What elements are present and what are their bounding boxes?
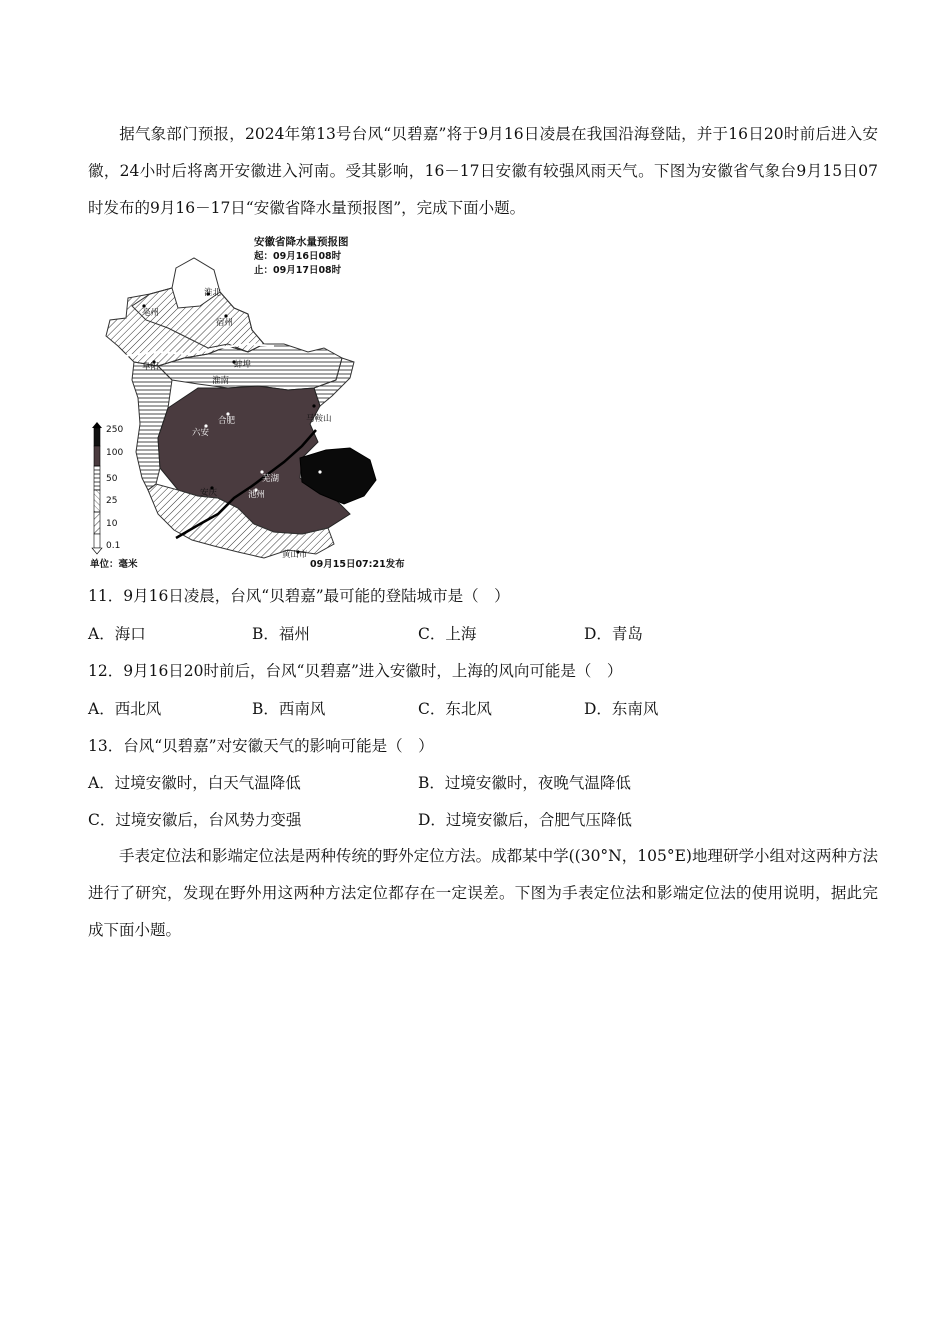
city-label-huangshan: 黄山市 [282, 550, 308, 560]
city-label-anqing: 安庆 [200, 488, 218, 498]
city-label-bengbu: 蚌埠 [234, 360, 252, 370]
city-label-hefei: 合肥 [218, 416, 236, 426]
city-label-fuyang: 阜阳 [142, 362, 160, 372]
question-13-option-b: B．过境安徽时，夜晚气温降低 [418, 774, 631, 792]
legend-swatch-25 [94, 490, 100, 512]
legend-label-10: 10 [106, 519, 118, 529]
map-end-time: 止：09月17日08时 [254, 265, 342, 276]
map-graphic [88, 228, 420, 572]
question-11-option-a: A．海口 [88, 625, 146, 643]
question-12-option-b: B．西南风 [252, 700, 326, 718]
map-title: 安徽省降水量预报图 [254, 236, 349, 248]
legend-label-25: 25 [106, 496, 118, 506]
question-11-stem: 11．9月16日凌晨，台风“贝碧嘉”最可能的登陆城市是（ ） [88, 587, 510, 605]
city-label-wuhu: 芜湖 [262, 474, 280, 484]
legend-swatch-250 [94, 428, 100, 446]
intro-text-typhoon: 据气象部门预报，2024年第13号台风“贝碧嘉”将于9月16日凌晨在我国沿海登陆，并于16日20时前后进入安徽，24小时后将离开安徽进入河南。受其影响，16－17日安徽有较强风雨天气。下图为安徽省气象台9月15日07时发布的9月16－17日“安徽省降水量预报图”，完成下面小题。 [88, 125, 878, 217]
city-label-suzhou: 宿州 [216, 318, 234, 328]
city-label-bozhou: 亳州 [142, 308, 160, 318]
question-11-option-d: D．青岛 [584, 625, 643, 643]
map-unit-label: 单位：毫米 [90, 559, 138, 570]
legend-label-0-1: 0.1 [106, 541, 121, 551]
precipitation-forecast-map [88, 228, 420, 572]
city-label-huaibei: 淮北 [204, 288, 222, 298]
legend-swatch-10 [94, 512, 100, 534]
legend-label-100: 100 [106, 448, 124, 458]
city-label-huainan: 淮南 [212, 376, 230, 386]
question-13-option-a: A．过境安徽时，白天气温降低 [88, 774, 301, 792]
question-11-option-b: B．福州 [252, 625, 310, 643]
question-13-option-d: D．过境安徽后，合肥气压降低 [418, 811, 632, 829]
legend-swatch-0-1 [94, 534, 100, 548]
legend-swatch-50 [94, 466, 100, 490]
question-11-option-c: C．上海 [418, 625, 477, 643]
intro-text-positioning: 手表定位法和影端定位法是两种传统的野外定位方法。成都某中学((30°N，105°E)地理研学小组对这两种方法进行了研究，发现在野外用这两种方法定位都存在一定误差。下图为手表定位法和影端定位法的使用说明，据此完成下面小题。 [88, 847, 878, 939]
legend-label-50: 50 [106, 474, 118, 484]
city-label-maanshan: 马鞍山 [306, 414, 332, 424]
intro-paragraph-positioning [88, 838, 878, 949]
map-issued-time: 09月15日07:21发布 [310, 559, 405, 570]
question-12-option-c: C．东北风 [418, 700, 492, 718]
question-12-stem: 12．9月16日20时前后，台风“贝碧嘉”进入安徽时，上海的风向可能是（ ） [88, 662, 623, 680]
question-12-option-a: A．西北风 [88, 700, 162, 718]
city-label-luan: 六安 [192, 428, 210, 438]
city-label-chizhou: 池州 [248, 490, 266, 500]
question-13-stem: 13．台风“贝碧嘉”对安徽天气的影响可能是（ ） [88, 737, 434, 755]
intro-paragraph-typhoon [88, 116, 878, 227]
question-12-option-d: D．东南风 [584, 700, 659, 718]
question-13-option-c: C．过境安徽后，台风势力变强 [88, 811, 302, 829]
legend-label-250: 250 [106, 425, 124, 435]
legend-swatch-100 [94, 446, 100, 466]
map-start-time: 起：09月16日08时 [254, 251, 342, 262]
